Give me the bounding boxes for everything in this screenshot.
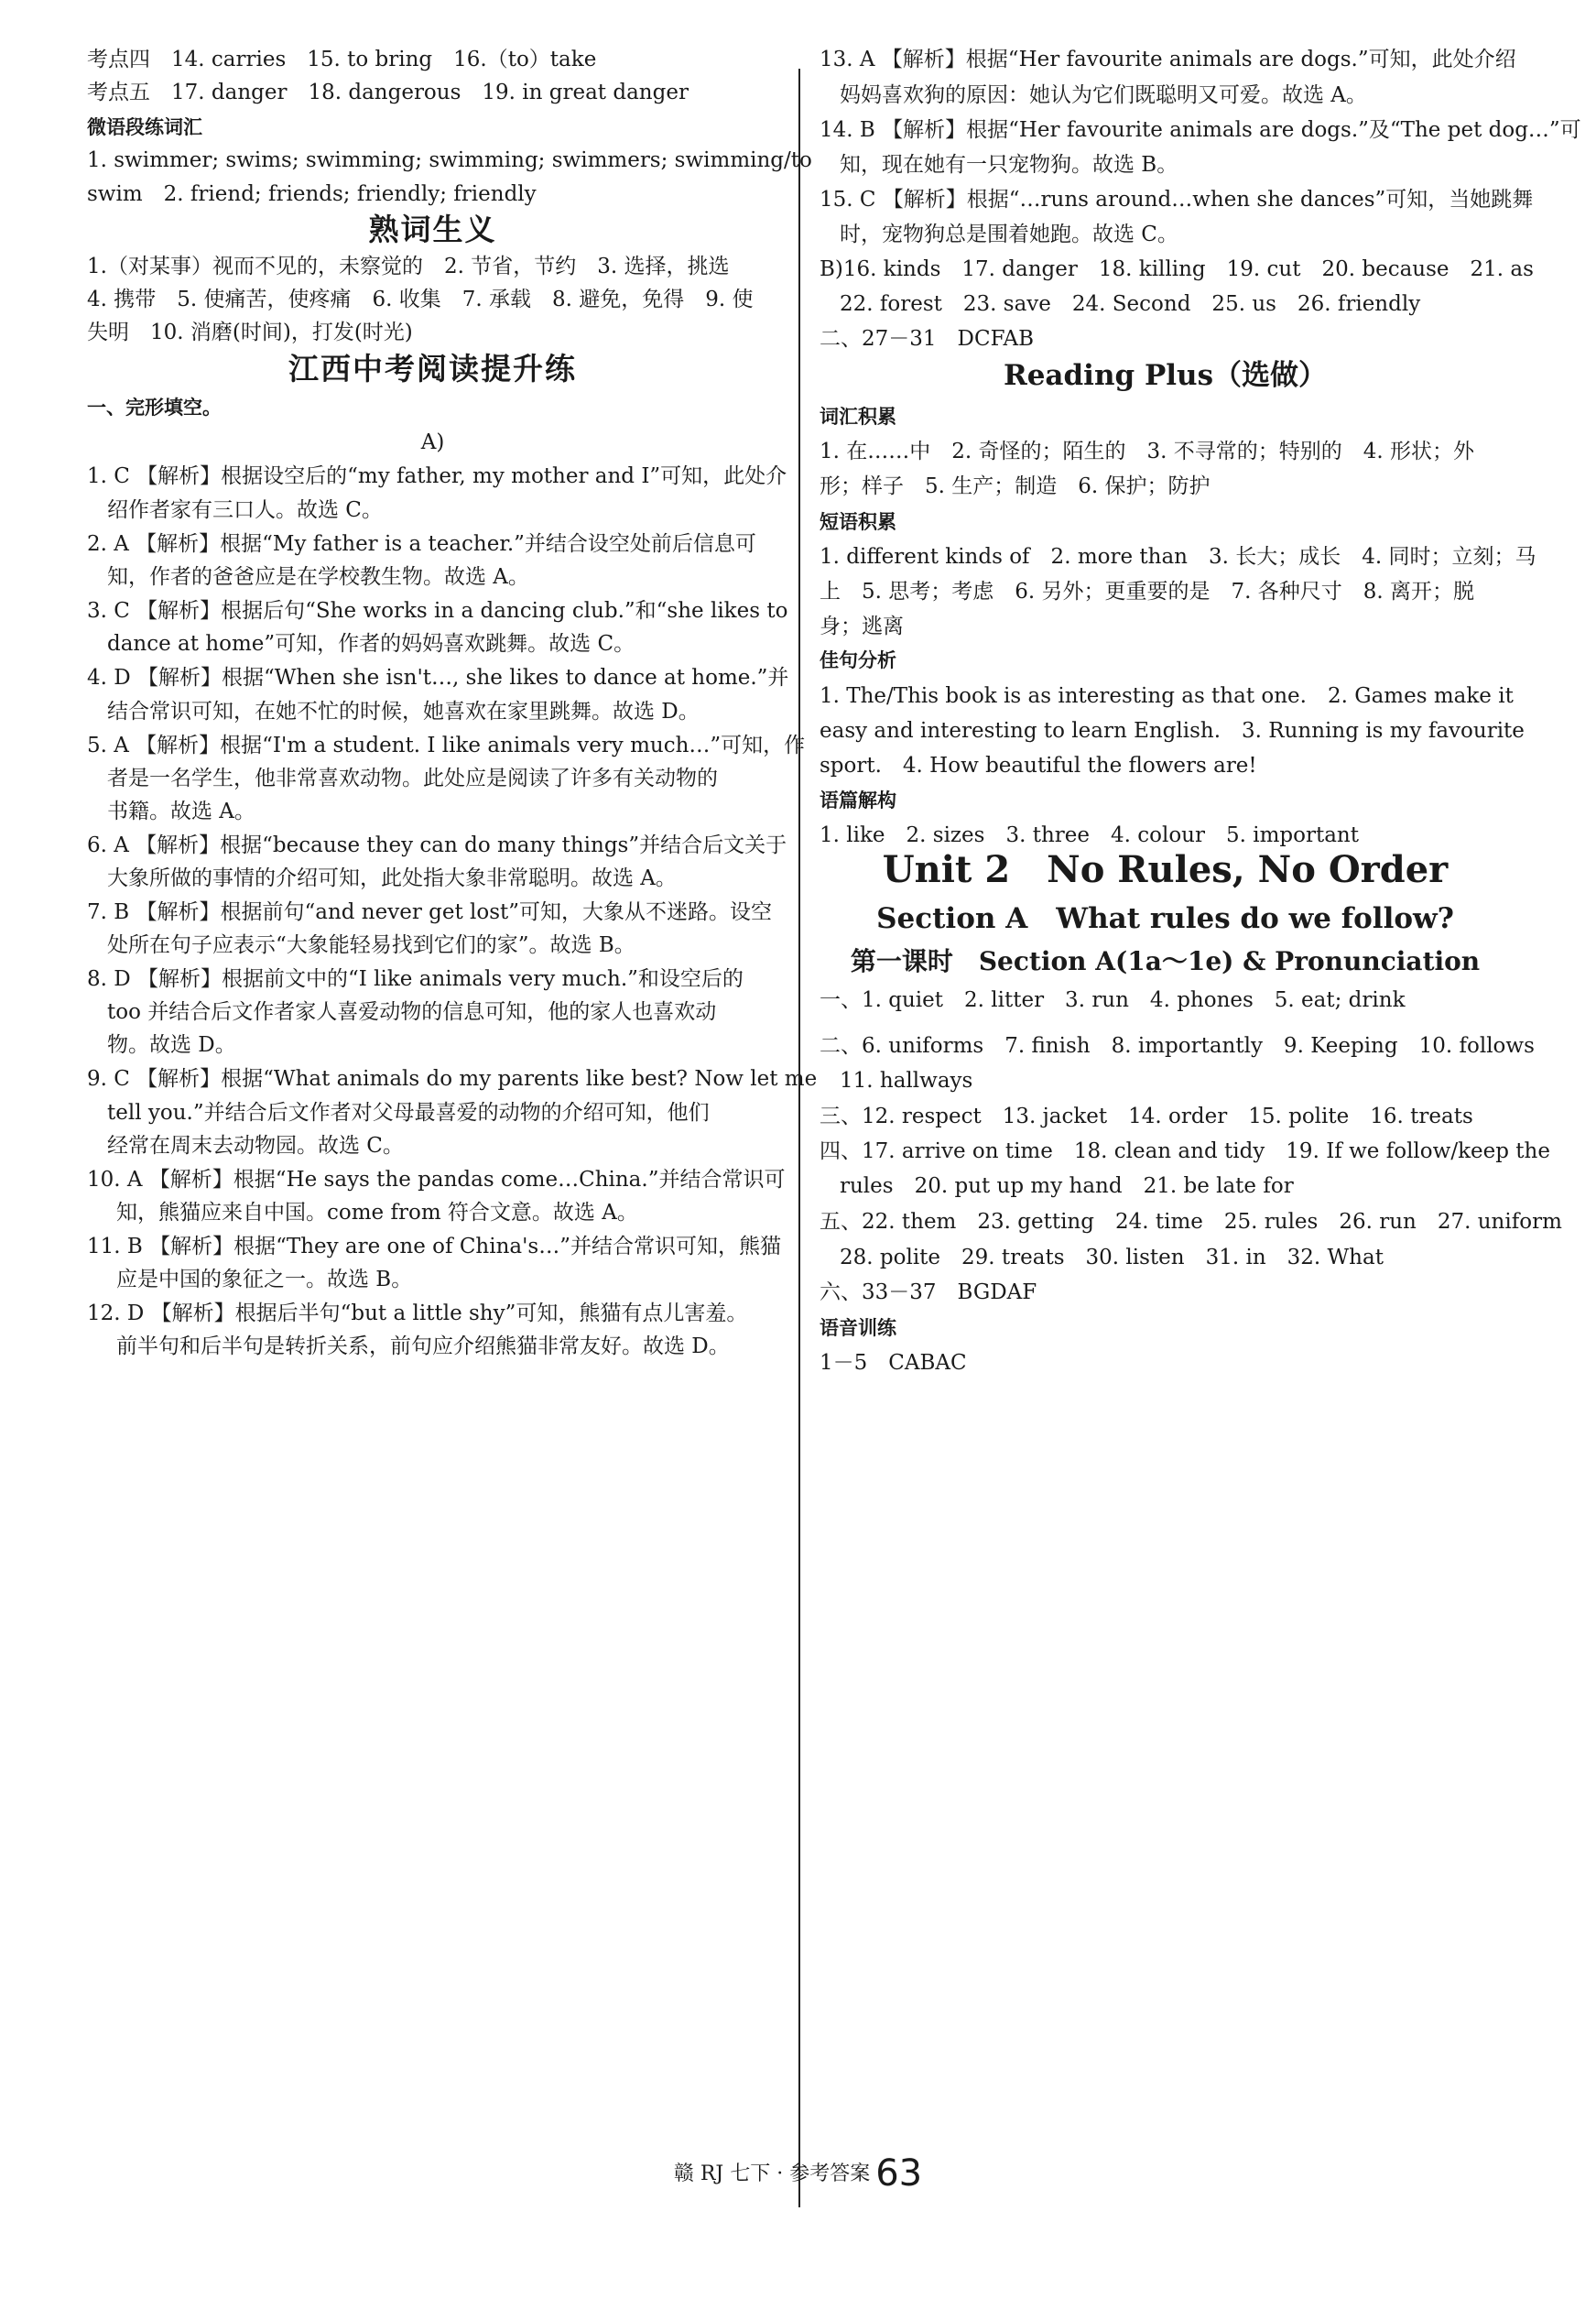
- answer-line: 1－5 CABAC: [820, 1351, 967, 1375]
- answer-line: 二、27－31 DCFAB: [820, 327, 1035, 351]
- answer-line: 知，熊猫应来自中国。come from 符合文意。故选 A。: [116, 1201, 638, 1225]
- answer-line: 2. A 【解析】根据“My father is a teacher.”并结合设空处前后信息可: [87, 532, 756, 556]
- section-heading: 词汇积累: [820, 406, 896, 428]
- answer-line: 1. swimmer; swims; swimming; swimming; swimmers; swimming/to: [87, 148, 812, 172]
- answer-line: 经常在周末去动物园。故选 C。: [107, 1134, 404, 1158]
- answer-line: 1.（对某事）视而不见的，未察觉的 2. 节省，节约 3. 选择，挑选: [87, 255, 730, 278]
- answer-line: 三、12. respect 13. jacket 14. order 15. polite 16. treats: [820, 1105, 1473, 1128]
- answer-line: 四、17. arrive on time 18. clean and tidy 19. If we follow/keep the: [820, 1139, 1550, 1163]
- answer-line: 时，宠物狗总是围着她跑。故选 C。: [840, 223, 1178, 246]
- answer-line: 六、33－37 BGDAF: [820, 1280, 1037, 1304]
- page-number: 63: [875, 2152, 923, 2195]
- answer-line: 1. The/This book is as interesting as that one. 2. Games make it: [820, 684, 1514, 708]
- answer-line: 身；逃离: [820, 615, 904, 638]
- answer-line: 考点四 14. carries 15. to bring 16.（to）take: [87, 48, 597, 71]
- answer-line: tell you.”并结合后文作者对父母最喜爱的动物的介绍可知，他们: [107, 1101, 710, 1125]
- answer-line: 14. B 【解析】根据“Her favourite animals are dogs.”及“The pet dog…”可: [820, 118, 1581, 142]
- section-heading: 短语积累: [820, 511, 896, 533]
- answer-line: too 并结合后文作者家人喜爱动物的信息可知，他的家人也喜欢动: [107, 1000, 717, 1024]
- answer-line: 失明 10. 消磨(时间)，打发(时光): [87, 321, 413, 344]
- answer-line: 11. B 【解析】根据“They are one of China's…”并结合常识可知，熊猫: [87, 1235, 781, 1258]
- section-title: 江西中考阅读提升练: [288, 351, 577, 387]
- answer-line: 结合常识可知，在她不忙的时候，她喜欢在家里跳舞。故选 D。: [107, 700, 700, 724]
- answer-line: 前半句和后半句是转折关系，前句应介绍熊猫非常友好。故选 D。: [116, 1334, 730, 1358]
- footer-text: 赣 RJ 七下 · 参考答案: [673, 2162, 871, 2185]
- answer-line: 10. A 【解析】根据“He says the pandas come…China.”并结合常识可: [87, 1168, 786, 1192]
- answer-line: 二、6. uniforms 7. finish 8. importantly 9. Keeping 10. follows: [820, 1034, 1535, 1058]
- answer-line: swim 2. friend; friends; friendly; friendly: [87, 182, 537, 206]
- answer-line: 4. D 【解析】根据“When she isn't…, she likes to dance at home.”并: [87, 666, 789, 690]
- answer-line: 13. A 【解析】根据“Her favourite animals are dogs.”可知，此处介绍: [820, 48, 1516, 71]
- answer-line: 1. C 【解析】根据设空后的“my father, my mother and I”可知，此处介: [87, 464, 787, 488]
- answer-line: 考点五 17. danger 18. dangerous 19. in great danger: [87, 81, 689, 104]
- answer-line: 上 5. 思考；考虑 6. 另外；更重要的是 7. 各种尺寸 8. 离开；脱: [820, 580, 1475, 604]
- answer-line: 知，作者的爸爸应是在学校教生物。故选 A。: [107, 565, 529, 589]
- answer-line: 大象所做的事情的介绍可知，此处指大象非常聪明。故选 A。: [107, 866, 677, 890]
- answer-line: 形；样子 5. 生产；制造 6. 保护；防护: [820, 474, 1211, 498]
- answer-line: easy and interesting to learn English. 3. Running is my favourite: [820, 719, 1525, 743]
- answer-line: 11. hallways: [840, 1069, 973, 1093]
- column-divider: [798, 69, 800, 2207]
- lesson-title: 第一课时 Section A(1a～1e) & Pronunciation: [850, 946, 1481, 976]
- answer-line: 书籍。故选 A。: [107, 800, 255, 823]
- answer-line: 22. forest 23. save 24. Second 25. us 26. friendly: [840, 292, 1421, 316]
- section-heading: 一、完形填空。: [87, 397, 222, 419]
- answer-line: 妈妈喜欢狗的原因：她认为它们既聪明又可爱。故选 A。: [840, 83, 1367, 107]
- answer-line: 12. D 【解析】根据后半句“but a little shy”可知，熊猫有点儿害羞。: [87, 1302, 748, 1325]
- answer-line: 15. C 【解析】根据“…runs around…when she dances”可知，当她跳舞: [820, 188, 1534, 212]
- answer-line: 4. 携带 5. 使痛苦，使疼痛 6. 收集 7. 承载 8. 避免，免得 9. 使: [87, 288, 754, 311]
- answer-line: 处所在句子应表示“大象能轻易找到它们的家”。故选 B。: [107, 933, 635, 957]
- answer-line: 8. D 【解析】根据前文中的“I like animals very much.”和设空后的: [87, 967, 744, 991]
- answer-line: 五、22. them 23. getting 24. time 25. rules 26. run 27. uniform: [820, 1210, 1562, 1234]
- answer-line: 者是一名学生，他非常喜欢动物。此处应是阅读了许多有关动物的: [107, 767, 718, 790]
- answer-line: 应是中国的象征之一。故选 B。: [116, 1268, 413, 1291]
- answer-line: 28. polite 29. treats 30. listen 31. in 32. What: [840, 1246, 1384, 1269]
- answer-line: dance at home”可知，作者的妈妈喜欢跳舞。故选 C。: [107, 632, 635, 656]
- section-subtitle: Section A What rules do we follow?: [876, 902, 1454, 935]
- answer-line: B)16. kinds 17. danger 18. killing 19. cut 20. because 21. as: [820, 257, 1534, 281]
- section-heading: 佳句分析: [820, 649, 896, 671]
- section-heading: 微语段练词汇: [87, 116, 202, 138]
- answer-line: 1. 在……中 2. 奇怪的；陌生的 3. 不寻常的；特别的 4. 形状；外: [820, 440, 1475, 463]
- answer-line: sport. 4. How beautiful the flowers are!: [820, 754, 1257, 778]
- answer-line: 7. B 【解析】根据前句“and never get lost”可知，大象从不迷路。设空: [87, 900, 773, 924]
- subsection-label: A): [420, 430, 445, 454]
- answer-line: rules 20. put up my hand 21. be late for: [840, 1174, 1294, 1198]
- answer-line: 一、1. quiet 2. litter 3. run 4. phones 5. eat; drink: [820, 988, 1406, 1012]
- section-heading: 语篇解构: [820, 790, 896, 811]
- answer-line: 知，现在她有一只宠物狗。故选 B。: [840, 153, 1178, 177]
- answer-line: 3. C 【解析】根据后句“She works in a dancing club.”和“she likes to: [87, 599, 788, 623]
- answer-line: 1. different kinds of 2. more than 3. 长大；成长 4. 同时；立刻；马: [820, 545, 1536, 569]
- answer-line: 物。故选 D。: [107, 1033, 236, 1057]
- answer-line: 5. A 【解析】根据“I'm a student. I like animals very much…”可知，作: [87, 734, 806, 757]
- answer-line: 1. like 2. sizes 3. three 4. colour 5. important: [820, 823, 1359, 847]
- section-title: Reading Plus（选做）: [1003, 359, 1328, 392]
- section-heading: 语音训练: [820, 1317, 896, 1339]
- unit-title: Unit 2 No Rules, No Order: [882, 848, 1449, 891]
- answer-line: 绍作者家有三口人。故选 C。: [107, 498, 383, 522]
- answer-line: 9. C 【解析】根据“What animals do my parents like best? Now let me: [87, 1067, 818, 1091]
- answer-line: 6. A 【解析】根据“because they can do many things”并结合后文关于: [87, 833, 787, 857]
- section-title: 熟词生义: [368, 212, 497, 247]
- page-footer: [0, 2152, 1596, 2195]
